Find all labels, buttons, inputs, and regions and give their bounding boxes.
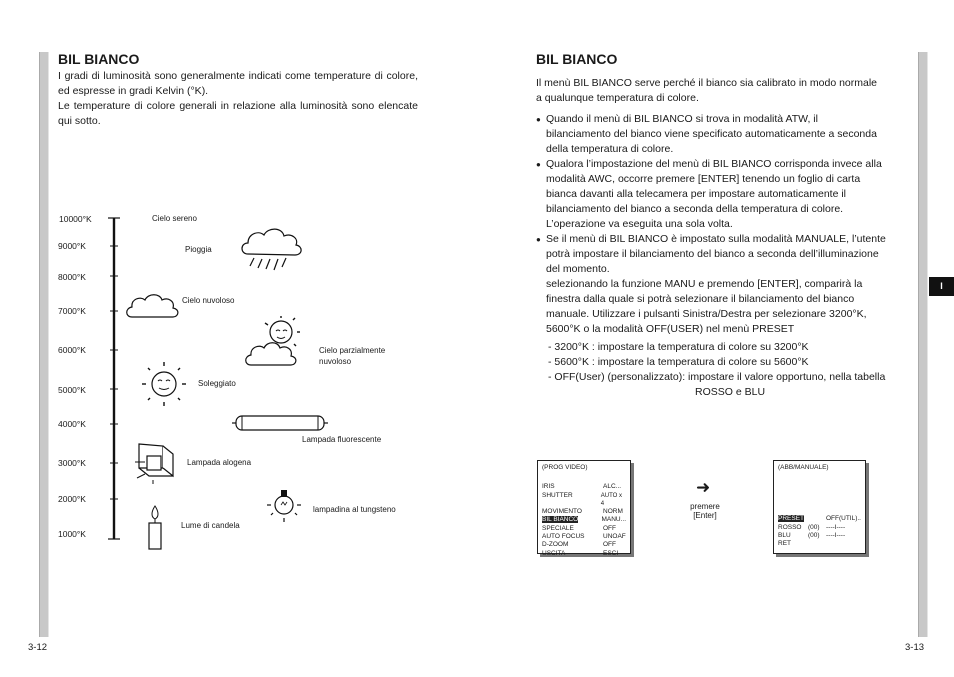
bullet-line: bilanciamento del bianco a seconda della temperatura di colore. xyxy=(546,203,844,215)
tick-label-8000: 8000°K xyxy=(58,272,86,282)
tick-label-6000: 6000°K xyxy=(58,345,86,355)
menu-row xyxy=(542,508,626,516)
rain-cloud-icon xyxy=(238,224,308,276)
tick-label-1000: 1000°K xyxy=(58,529,86,539)
label-cielo-nuvoloso: Cielo nuvoloso xyxy=(182,296,235,305)
menu-value: UNOAF xyxy=(603,533,626,541)
menu-number: (00) xyxy=(808,531,820,539)
kelvin-scale-axis xyxy=(100,210,130,545)
cloud-icon xyxy=(124,291,182,321)
right-page-title: BIL BIANCO xyxy=(536,51,618,67)
menu-row xyxy=(542,483,626,491)
menu-key: RET xyxy=(778,540,791,548)
menu-key: MOVIMENTO xyxy=(542,508,582,516)
menu-key: AUTO FOCUS xyxy=(542,533,585,541)
menu-key: SPECIALE xyxy=(542,524,574,532)
bullet-line: del momento. xyxy=(546,263,610,275)
label-lampada-fluorescente: Lampada fluorescente xyxy=(302,435,382,444)
menu-title: (PROG VIDEO) xyxy=(542,464,588,471)
fluorescent-tube-icon xyxy=(231,412,331,434)
right-page-number: 3-13 xyxy=(905,642,925,653)
label-cielo-sereno: Cielo sereno xyxy=(152,214,197,223)
menu-row-selected xyxy=(542,516,626,524)
dash-continuation: ROSSO e BLU xyxy=(695,386,766,398)
menu-value: ----I---- xyxy=(826,531,846,539)
menu-key-selected: PRESET xyxy=(778,515,805,523)
bullet-manuale xyxy=(536,232,911,337)
tungsten-bulb-icon xyxy=(265,482,305,528)
intro-line: Il menù BIL BIANCO serve perché il bianco sia calibrato in modo normale xyxy=(536,77,878,89)
bullet-line: ● Se il menù di BIL BIANCO è impostato sulla modalità MANUALE, l’utente xyxy=(546,233,886,245)
menu-row xyxy=(778,524,861,532)
tick-label-7000: 7000°K xyxy=(58,306,86,316)
bullet-line: potrà impostare il bilanciamento del bianco a seconda dell’illuminazione xyxy=(546,248,879,260)
label-soleggiato: Soleggiato xyxy=(198,379,236,388)
intro-line: a qualunque temperatura di colore. xyxy=(536,92,699,104)
tick-label-5000: 5000°K xyxy=(58,385,86,395)
menu-row-selected xyxy=(778,515,861,523)
dash-5600: - 5600°K : impostare la temperatura di colore su 5600°K xyxy=(548,356,809,368)
bullet-line: ● Qualora l’impostazione del menù di BIL BIANCO corrisponda invece alla xyxy=(546,158,882,170)
candle-icon xyxy=(145,504,165,550)
label-cielo-parzialmente: Cielo parzialmente xyxy=(319,346,386,355)
bullet-line: finestra dalla quale si potrà selezionare il bilanciamento del bianco xyxy=(546,293,855,305)
bullet-line: della temperatura di colore. xyxy=(546,143,674,155)
tick-label-2000: 2000°K xyxy=(58,494,86,504)
menu-key: ROSSO xyxy=(778,523,802,531)
right-margin-bar xyxy=(918,52,928,637)
tick-label-4000: 4000°K xyxy=(58,419,86,429)
menu-value: ESCI xyxy=(603,549,619,557)
bullet-line: 5600°K o la modalità OFF(USER) nel menù PRESET xyxy=(546,323,795,335)
left-paragraph-1: I gradi di luminosità sono generalmente indicati come temperature di colore, ed espresse in gradi Kelvin (°K). xyxy=(58,70,418,97)
bullet-line: manuale. Utilizzare i pulsanti Sinistra/Destra per selezionare 3200°K, xyxy=(546,308,867,320)
menu-value: MANU... xyxy=(601,516,626,524)
menu-row xyxy=(778,532,861,540)
preset-dash-list xyxy=(548,340,908,400)
press-label: premere xyxy=(690,502,720,511)
bullet-line: modalità AWC, occorre premere [ENTER] tenendo un foglio di carta xyxy=(546,173,861,185)
menu-title: (ABB/MANUALE) xyxy=(778,464,829,471)
menu-value: ----I---- xyxy=(826,523,846,531)
tick-label-3000: 3000°K xyxy=(58,458,86,468)
left-page-title: BIL BIANCO xyxy=(58,51,140,67)
arrow-right-icon: ➜ xyxy=(696,478,711,498)
menu-key: IRIS xyxy=(542,483,555,491)
bullet-awc xyxy=(536,157,911,232)
menu-value: NORM xyxy=(603,508,623,516)
bullet-line: L’operazione va eseguita una sola volta. xyxy=(546,218,733,230)
bullet-atw xyxy=(536,112,911,157)
menu-value: AUTO x 4 xyxy=(600,492,622,507)
abb-manuale-menu xyxy=(773,460,866,554)
menu-value: OFF(UTIL).. xyxy=(825,515,861,523)
bullet-line: ● Quando il menù di BIL BIANCO si trova in modalità ATW, il xyxy=(546,113,818,125)
left-margin-bar xyxy=(39,52,49,637)
menu-key: USCITA xyxy=(542,549,566,557)
menu-row xyxy=(542,533,626,541)
menu-value: OFF xyxy=(603,541,616,549)
bullet-line: selezionando la funzione MANU e premendo [ENTER], comparirà la xyxy=(546,278,863,290)
section-tab-i: I xyxy=(929,277,954,296)
menu-value: OFF xyxy=(603,524,616,532)
partly-cloudy-icon xyxy=(243,315,311,375)
menu-row xyxy=(542,541,626,549)
menu-row xyxy=(542,550,626,558)
bullet-line: bianca davanti alla telecamera per impostare automaticamente il xyxy=(546,188,846,200)
menu-number: (00) xyxy=(808,523,820,531)
label-nuvoloso: nuvoloso xyxy=(319,357,352,366)
menu-row xyxy=(542,525,626,533)
bullet-list xyxy=(536,112,911,337)
label-lume-di-candela: Lume di candela xyxy=(181,521,240,530)
menu-row xyxy=(542,492,626,509)
label-lampada-alogena: Lampada alogena xyxy=(187,458,252,467)
left-paragraph-2: Le temperature di colore generali in relazione alla luminosità sono elencate qui sotto. xyxy=(58,100,418,127)
tick-label-9000: 9000°K xyxy=(58,241,86,251)
tick-label-10000: 10000°K xyxy=(59,214,92,224)
menu-key: BLU xyxy=(778,531,791,539)
bullet-line: bilanciamento del bianco viene specificato automaticamente a seconda xyxy=(546,128,877,140)
dash-3200: - 3200°K : impostare la temperatura di colore su 3200°K xyxy=(548,341,809,353)
left-page-number: 3-12 xyxy=(28,642,48,653)
menu-value: ALC... xyxy=(603,483,622,491)
right-intro xyxy=(536,76,906,106)
enter-label: [Enter] xyxy=(693,511,717,520)
dash-off-user: - OFF(User) (personalizzato): impostare il valore opportuno, nella tabella xyxy=(548,371,886,383)
menu-key: D-ZOOM xyxy=(542,541,569,549)
prog-video-menu xyxy=(537,460,631,557)
halogen-lamp-icon xyxy=(133,438,181,486)
press-enter-label xyxy=(687,502,723,520)
sun-icon xyxy=(140,360,190,410)
menu-key: SHUTTER xyxy=(542,491,573,499)
label-pioggia: Pioggia xyxy=(185,245,212,254)
menu-row xyxy=(778,540,861,548)
menu-key-selected: BIL BIANCO xyxy=(542,516,579,524)
label-lampadina-tungsteno: lampadina al tungsteno xyxy=(313,505,396,514)
